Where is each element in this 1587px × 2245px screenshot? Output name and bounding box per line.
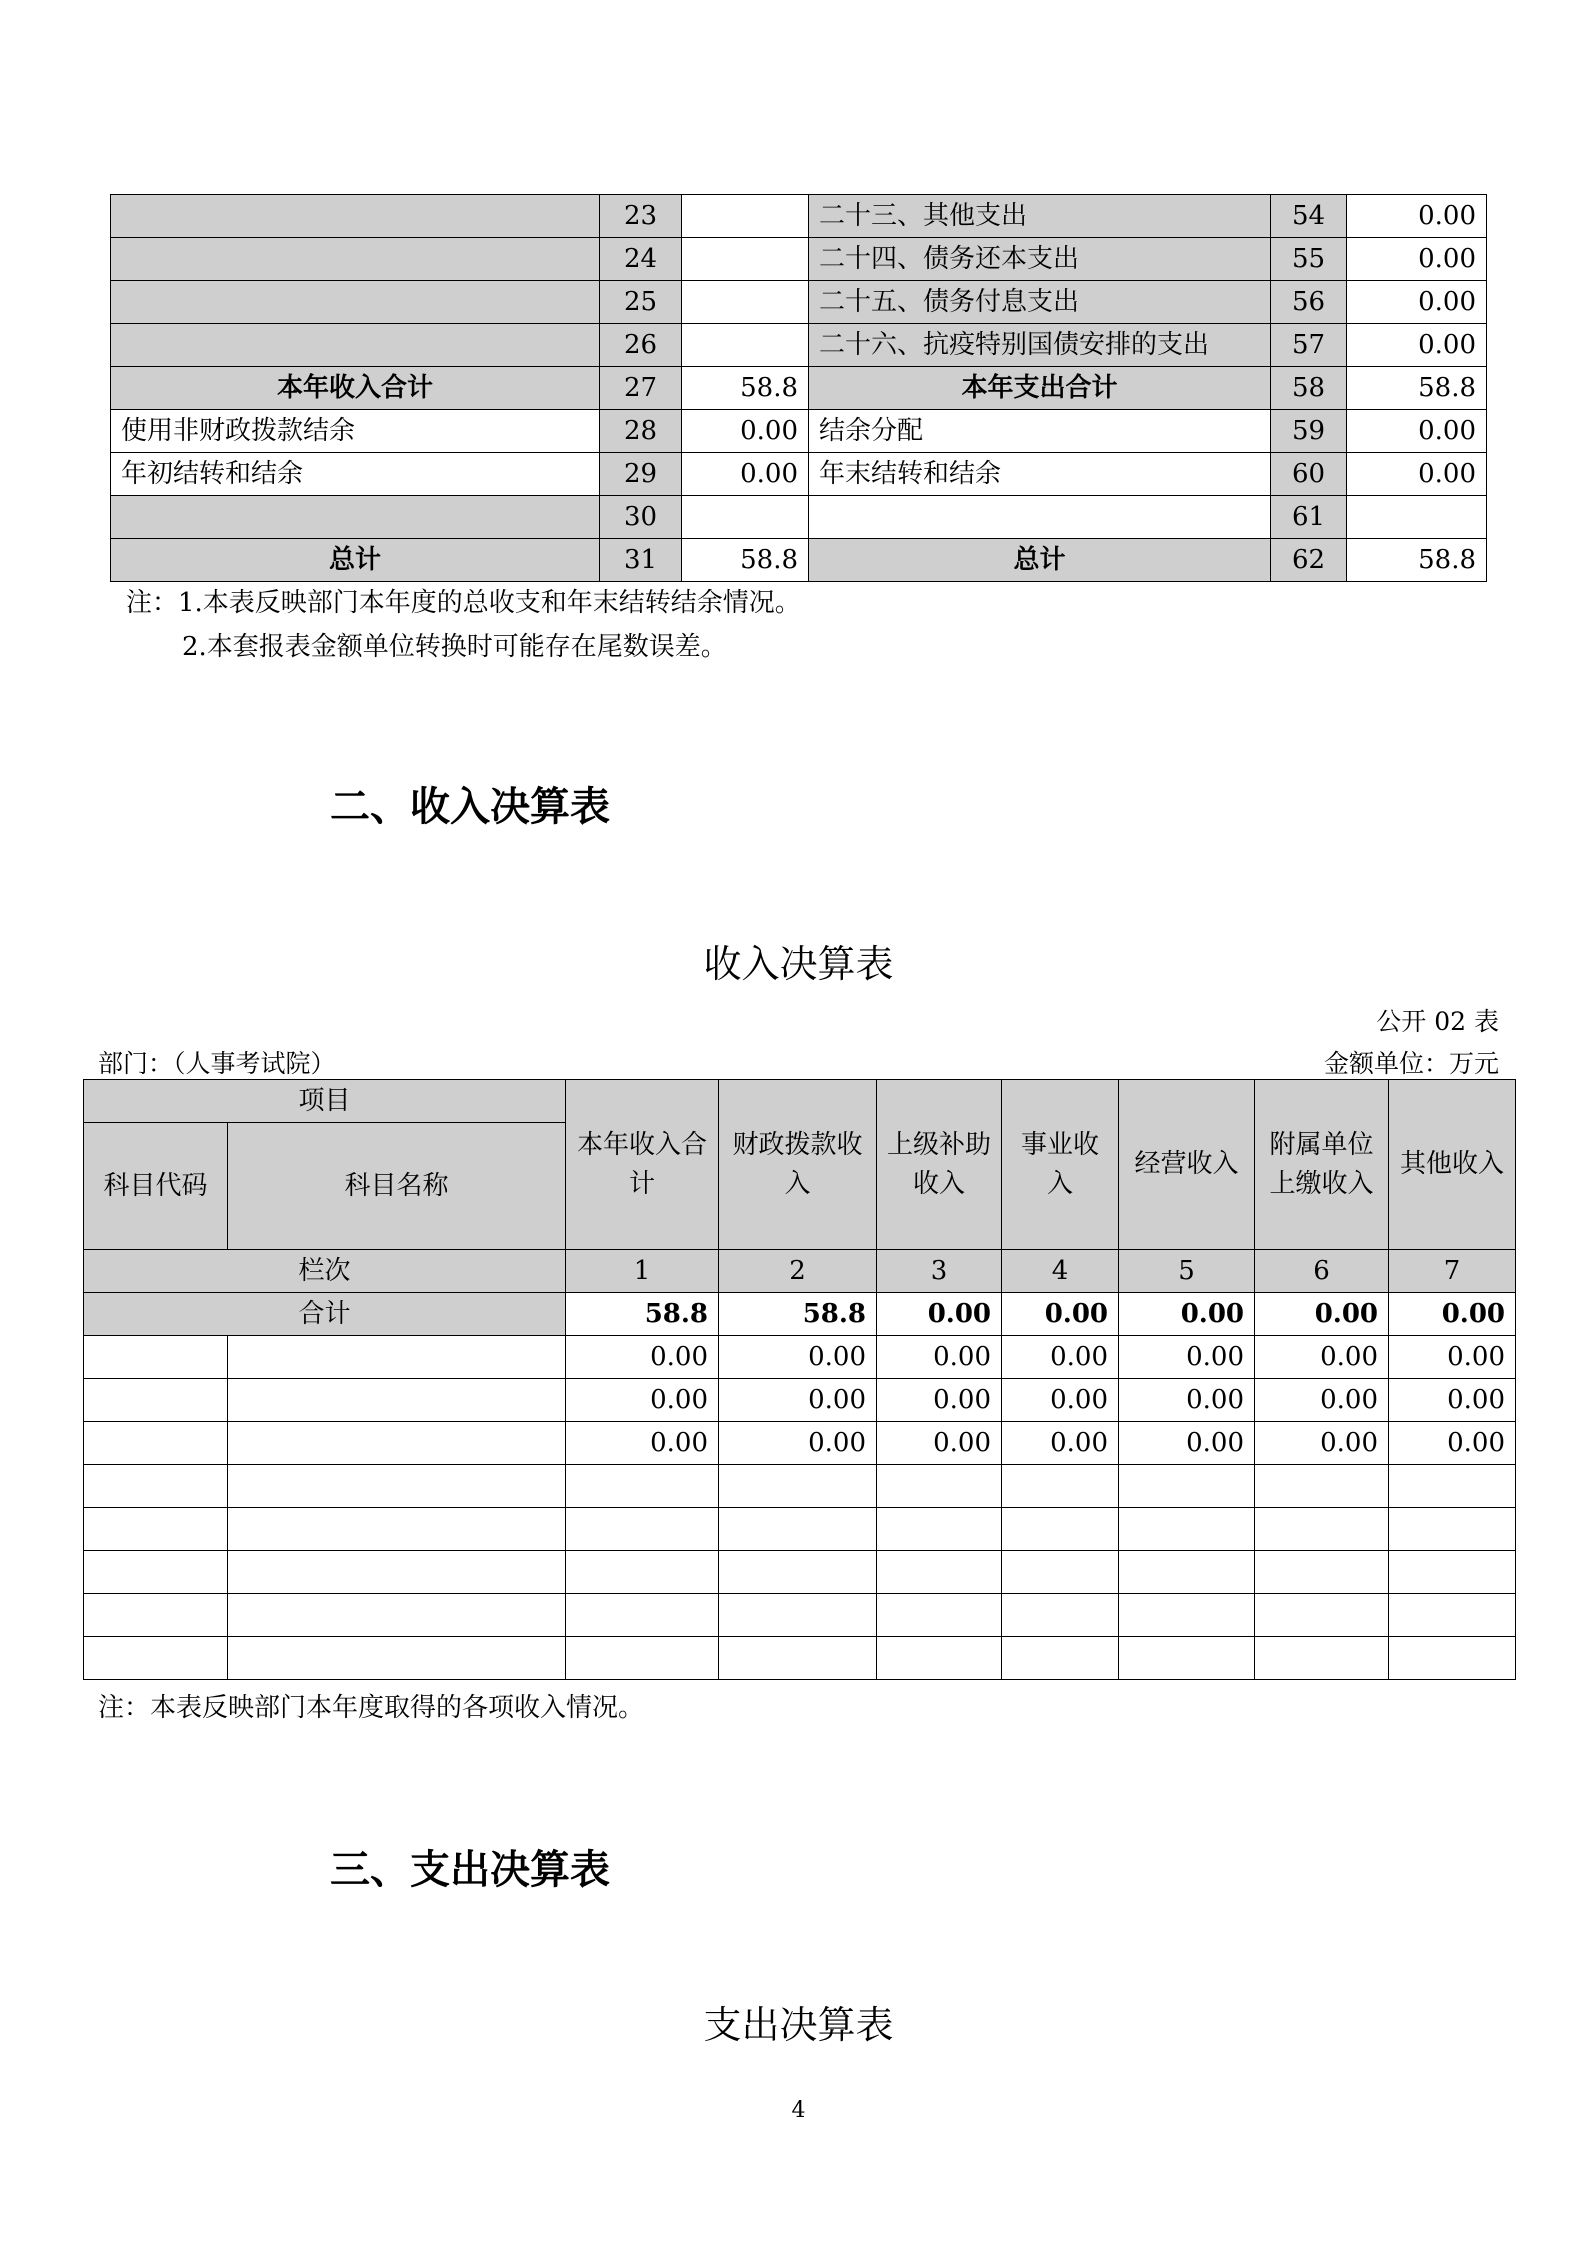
value-cell-4 [1002, 1465, 1119, 1508]
value-cell-5 [1119, 1551, 1255, 1594]
value-cell-1 [566, 1637, 719, 1680]
table1-left-line-no: 25 [600, 281, 682, 324]
table1-right-label: 二十四、债务还本支出 [809, 238, 1271, 281]
value-cell-5: 0.00 [1119, 1336, 1255, 1379]
value-cell-3: 0.00 [877, 1422, 1002, 1465]
value-cell-7 [1389, 1637, 1516, 1680]
subject-name-cell [228, 1465, 566, 1508]
value-cell-1: 0.00 [566, 1379, 719, 1422]
page-number: 4 [791, 2098, 806, 2123]
table1-row [111, 238, 1487, 281]
table1-left-value: 58.8 [682, 539, 809, 582]
subject-name-cell [228, 1637, 566, 1680]
value-cell-5: 0.00 [1119, 1422, 1255, 1465]
table1-left-value [682, 281, 809, 324]
value-cell-4 [1002, 1637, 1119, 1680]
table-row [84, 1594, 1516, 1637]
lanci-3: 3 [877, 1250, 1002, 1293]
income-table-note: 注：本表反映部门本年度取得的各项收入情况。 [98, 1693, 645, 1723]
table1-note-1: 注：1.本表反映部门本年度的总收支和年末结转结余情况。 [126, 588, 801, 618]
table1-right-line-no: 56 [1271, 281, 1347, 324]
value-cell-2 [719, 1594, 877, 1637]
table1-right-value: 58.8 [1347, 367, 1487, 410]
amount-unit: 金额单位：万元 [1323, 1049, 1499, 1078]
header-col-1: 本年收入合计 [566, 1080, 719, 1250]
value-cell-3 [877, 1637, 1002, 1680]
value-cell-3 [877, 1465, 1002, 1508]
lanci-6: 6 [1255, 1250, 1389, 1293]
lanci-4: 4 [1002, 1250, 1119, 1293]
value-cell-4 [1002, 1594, 1119, 1637]
total-value-5: 0.00 [1119, 1293, 1255, 1336]
subject-name-cell [228, 1594, 566, 1637]
table1-left-label: 年初结转和结余 [111, 453, 600, 496]
table1-row [111, 324, 1487, 367]
table1-left-value: 58.8 [682, 367, 809, 410]
value-cell-7 [1389, 1551, 1516, 1594]
header-col-7: 其他收入 [1389, 1080, 1516, 1250]
table1-left-value: 0.00 [682, 453, 809, 496]
header-subject-code: 科目代码 [84, 1123, 228, 1250]
table1-left-label [111, 195, 600, 238]
value-cell-5 [1119, 1508, 1255, 1551]
table1-right-value [1347, 496, 1487, 539]
table1-right-value: 0.00 [1347, 410, 1487, 453]
table1-right-value: 0.00 [1347, 195, 1487, 238]
table-row [84, 1422, 1516, 1465]
value-cell-2 [719, 1508, 877, 1551]
header-col-6: 附属单位上缴收入 [1255, 1080, 1389, 1250]
table1-row [111, 195, 1487, 238]
table1-right-line-no: 59 [1271, 410, 1347, 453]
value-cell-2: 0.00 [719, 1379, 877, 1422]
table-row [84, 1379, 1516, 1422]
value-cell-2 [719, 1551, 877, 1594]
table1-left-value [682, 496, 809, 539]
table1-row [111, 281, 1487, 324]
table1-left-value: 0.00 [682, 410, 809, 453]
department-label: 部门：（人事考试院） [98, 1049, 336, 1078]
lanci-2: 2 [719, 1250, 877, 1293]
value-cell-6 [1255, 1465, 1389, 1508]
table1-right-value: 0.00 [1347, 453, 1487, 496]
value-cell-6: 0.00 [1255, 1422, 1389, 1465]
value-cell-4: 0.00 [1002, 1336, 1119, 1379]
value-cell-4 [1002, 1551, 1119, 1594]
value-cell-1: 0.00 [566, 1422, 719, 1465]
table1-note-2: 2.本套报表金额单位转换时可能存在尾数误差。 [182, 632, 727, 662]
total-value-1: 58.8 [566, 1293, 719, 1336]
subject-code-cell [84, 1422, 228, 1465]
value-cell-7: 0.00 [1389, 1422, 1516, 1465]
table1-right-label: 二十三、其他支出 [809, 195, 1271, 238]
section-heading-income: 二、收入决算表 [330, 784, 610, 830]
table1-right-label: 二十六、抗疫特别国债安排的支出 [809, 324, 1271, 367]
table1-left-line-no: 24 [600, 238, 682, 281]
table1-right-value: 58.8 [1347, 539, 1487, 582]
value-cell-2: 0.00 [719, 1422, 877, 1465]
table1-row [111, 496, 1487, 539]
table1-right-line-no: 54 [1271, 195, 1347, 238]
subject-code-cell [84, 1551, 228, 1594]
value-cell-3: 0.00 [877, 1379, 1002, 1422]
table1-left-value [682, 195, 809, 238]
subject-code-cell [84, 1336, 228, 1379]
table1-right-line-no: 62 [1271, 539, 1347, 582]
table1-left-label [111, 281, 600, 324]
total-value-2: 58.8 [719, 1293, 877, 1336]
value-cell-4: 0.00 [1002, 1422, 1119, 1465]
table1-left-line-no: 28 [600, 410, 682, 453]
table-row [84, 1508, 1516, 1551]
table1-right-label: 总计 [809, 539, 1271, 582]
table1-right-label: 二十五、债务付息支出 [809, 281, 1271, 324]
total-value-4: 0.00 [1002, 1293, 1119, 1336]
table-code: 公开 02 表 [1376, 1007, 1499, 1036]
table1-right-label: 年末结转和结余 [809, 453, 1271, 496]
value-cell-6 [1255, 1637, 1389, 1680]
subject-name-cell [228, 1422, 566, 1465]
table-row [84, 1551, 1516, 1594]
table1-left-value [682, 324, 809, 367]
value-cell-7: 0.00 [1389, 1379, 1516, 1422]
income-table-title: 收入决算表 [703, 942, 894, 986]
table1-row [111, 539, 1487, 582]
subject-code-cell [84, 1637, 228, 1680]
table1-right-line-no: 61 [1271, 496, 1347, 539]
value-cell-5 [1119, 1465, 1255, 1508]
table1-right-label [809, 496, 1271, 539]
table1-right-line-no: 57 [1271, 324, 1347, 367]
table-row [84, 1465, 1516, 1508]
lanci-label: 栏次 [84, 1250, 566, 1293]
income-final-accounts-table [83, 1079, 1516, 1680]
value-cell-1 [566, 1508, 719, 1551]
table1-left-line-no: 30 [600, 496, 682, 539]
header-col-2: 财政拨款收入 [719, 1080, 877, 1250]
subject-code-cell [84, 1379, 228, 1422]
table1-left-label [111, 324, 600, 367]
header-subject-name: 科目名称 [228, 1123, 566, 1250]
table1-left-label: 使用非财政拨款结余 [111, 410, 600, 453]
table1-row [111, 410, 1487, 453]
header-col-4: 事业收入 [1002, 1080, 1119, 1250]
value-cell-3: 0.00 [877, 1336, 1002, 1379]
total-value-3: 0.00 [877, 1293, 1002, 1336]
value-cell-6: 0.00 [1255, 1336, 1389, 1379]
subject-code-cell [84, 1508, 228, 1551]
total-label: 合计 [84, 1293, 566, 1336]
table1-right-value: 0.00 [1347, 324, 1487, 367]
total-value-6: 0.00 [1255, 1293, 1389, 1336]
value-cell-4: 0.00 [1002, 1379, 1119, 1422]
table1-left-value [682, 238, 809, 281]
table1-left-label [111, 238, 600, 281]
value-cell-7 [1389, 1594, 1516, 1637]
value-cell-1 [566, 1594, 719, 1637]
lanci-7: 7 [1389, 1250, 1516, 1293]
header-col-3: 上级补助收入 [877, 1080, 1002, 1250]
value-cell-6: 0.00 [1255, 1379, 1389, 1422]
table1-right-label: 本年支出合计 [809, 367, 1271, 410]
value-cell-7 [1389, 1508, 1516, 1551]
table1-left-line-no: 26 [600, 324, 682, 367]
value-cell-2 [719, 1637, 877, 1680]
table1-left-line-no: 31 [600, 539, 682, 582]
income-expense-summary-table [110, 194, 1487, 582]
value-cell-6 [1255, 1594, 1389, 1637]
table1-left-line-no: 27 [600, 367, 682, 410]
subject-code-cell [84, 1465, 228, 1508]
table1-right-line-no: 55 [1271, 238, 1347, 281]
value-cell-6 [1255, 1551, 1389, 1594]
value-cell-2 [719, 1465, 877, 1508]
table-row [84, 1336, 1516, 1379]
value-cell-1 [566, 1551, 719, 1594]
value-cell-4 [1002, 1508, 1119, 1551]
total-value-7: 0.00 [1389, 1293, 1516, 1336]
table1-right-value: 0.00 [1347, 238, 1487, 281]
value-cell-3 [877, 1551, 1002, 1594]
value-cell-5 [1119, 1594, 1255, 1637]
header-col-5: 经营收入 [1119, 1080, 1255, 1250]
value-cell-5: 0.00 [1119, 1379, 1255, 1422]
section-heading-expenditure: 三、支出决算表 [330, 1847, 610, 1893]
value-cell-5 [1119, 1637, 1255, 1680]
table1-right-line-no: 60 [1271, 453, 1347, 496]
table1-left-label: 本年收入合计 [111, 367, 600, 410]
lanci-1: 1 [566, 1250, 719, 1293]
value-cell-1 [566, 1465, 719, 1508]
value-cell-6 [1255, 1508, 1389, 1551]
table1-right-label: 结余分配 [809, 410, 1271, 453]
table1-row [111, 367, 1487, 410]
table1-row [111, 453, 1487, 496]
value-cell-1: 0.00 [566, 1336, 719, 1379]
table1-left-line-no: 23 [600, 195, 682, 238]
table1-left-line-no: 29 [600, 453, 682, 496]
table1-left-label [111, 496, 600, 539]
subject-name-cell [228, 1379, 566, 1422]
header-item: 项目 [84, 1080, 566, 1123]
value-cell-3 [877, 1594, 1002, 1637]
lanci-5: 5 [1119, 1250, 1255, 1293]
value-cell-2: 0.00 [719, 1336, 877, 1379]
table1-right-line-no: 58 [1271, 367, 1347, 410]
value-cell-7 [1389, 1465, 1516, 1508]
subject-name-cell [228, 1508, 566, 1551]
value-cell-3 [877, 1508, 1002, 1551]
subject-name-cell [228, 1336, 566, 1379]
expenditure-table-title: 支出决算表 [703, 2003, 894, 2047]
table-row [84, 1637, 1516, 1680]
table1-right-value: 0.00 [1347, 281, 1487, 324]
table1-left-label: 总计 [111, 539, 600, 582]
subject-code-cell [84, 1594, 228, 1637]
subject-name-cell [228, 1551, 566, 1594]
value-cell-7: 0.00 [1389, 1336, 1516, 1379]
